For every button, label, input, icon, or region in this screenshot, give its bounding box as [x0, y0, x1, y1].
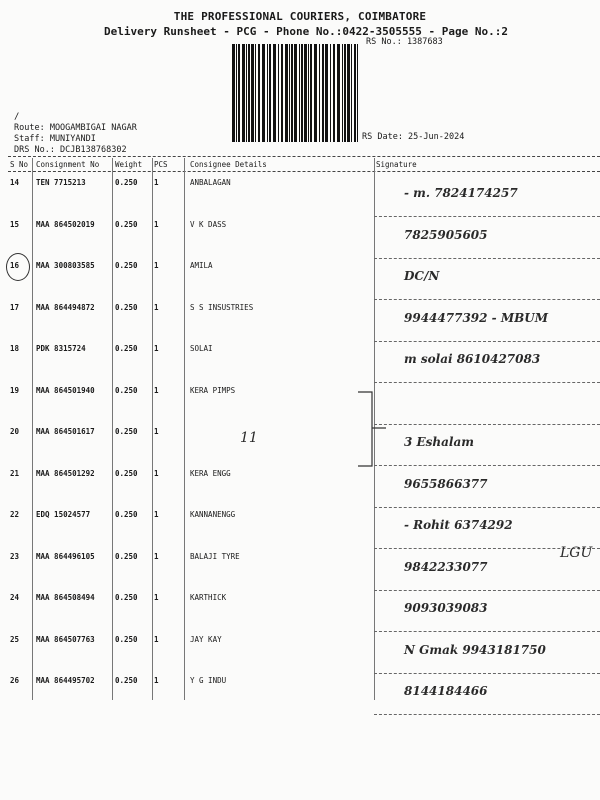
row-weight: 0.250: [115, 551, 138, 561]
row-consignee: JAY KAY: [190, 634, 222, 644]
row-pcs: 1: [154, 261, 159, 270]
drs-number: DRS No.: DCJB138768302: [14, 145, 127, 155]
row-consignee: KERA PIMPS: [190, 385, 236, 395]
col-pcs: PCS: [154, 160, 168, 169]
row-signature: 9842233077: [404, 559, 488, 574]
table-row: [8, 220, 600, 262]
signature-rule: [374, 590, 600, 591]
rs-number: RS No.: 1387683: [366, 37, 443, 47]
row-consignee: S S INSUSTRIES: [190, 302, 254, 312]
signature-note: LGU: [560, 545, 593, 561]
row-weight: 0.250: [115, 468, 138, 478]
row-sno: 21: [10, 468, 20, 478]
signature-rule: [374, 673, 600, 674]
col-consignee: Consignee Details: [190, 160, 267, 169]
row-pcs: 1: [154, 385, 159, 395]
col-consignment: Consignment No: [36, 160, 100, 169]
row-signature: 7825905605: [404, 227, 488, 242]
row-consignee: BALAJI TYRE: [190, 551, 240, 561]
row-weight: 0.250: [115, 593, 138, 602]
row-sno: 14: [10, 178, 20, 187]
row-pcs: 1: [154, 551, 159, 561]
signature-rule: [374, 341, 600, 342]
row-consignee: KARTHICK: [190, 593, 227, 602]
table-row: [8, 261, 600, 303]
row-signature: DC/N: [404, 269, 440, 283]
margin-tick: /: [14, 112, 20, 122]
row-weight: 0.250: [115, 676, 138, 685]
row-consignee: SOLAI: [190, 344, 213, 353]
row-consignment: MAA 864496105: [36, 551, 95, 561]
row-consignment: MAA 864501940: [36, 385, 95, 395]
signature-rule: [374, 424, 600, 425]
table-row: [8, 510, 600, 552]
staff-label: Staff: MUNIYANDI: [14, 134, 96, 144]
col-signature: Signature: [376, 160, 417, 169]
row-consignment: MAA 864494872: [36, 302, 95, 312]
bracket-mark: [350, 390, 390, 470]
table-row: [8, 469, 600, 511]
col-sno: S No: [10, 160, 29, 169]
row-sno: 22: [10, 510, 20, 519]
signature-rule: [374, 465, 600, 466]
row-sno: 18: [10, 344, 20, 353]
row-consignment: MAA 864501292: [36, 468, 95, 478]
col-weight: Weight: [115, 160, 143, 169]
row-sno: 25: [10, 634, 20, 644]
row-pcs: 1: [154, 344, 159, 353]
row-signature: N Gmak 9943181750: [404, 642, 546, 657]
row-weight: 0.250: [115, 634, 138, 644]
table-row: [8, 427, 600, 469]
row-consignee: KERA ENGG: [190, 468, 231, 478]
row-consignee: V K DASS: [190, 219, 227, 229]
row-pcs: 1: [154, 219, 159, 229]
row-sno: 17: [10, 302, 20, 312]
row-signature: 8144184466: [404, 684, 488, 698]
row-consignment: MAA 300803585: [36, 261, 95, 270]
row-weight: 0.250: [115, 344, 138, 353]
row-consignment: TEN 7715213: [36, 178, 86, 187]
runsheet-subtitle: Delivery Runsheet - PCG - Phone No.:0422-3505555 - Page No.:2: [104, 25, 508, 38]
row-pcs: 1: [154, 676, 159, 685]
row-weight: 0.250: [115, 510, 138, 519]
barcode: [232, 44, 358, 142]
margin-mark: 11: [240, 430, 258, 446]
table-row: [8, 676, 600, 718]
row-sno: 24: [10, 593, 20, 602]
signature-rule: [374, 714, 600, 715]
row-sno: 26: [10, 676, 20, 685]
signature-rule: [374, 382, 600, 383]
signature-rule: [374, 631, 600, 632]
row-consignee: Y G INDU: [190, 676, 227, 685]
row-signature: 9655866377: [404, 476, 488, 491]
row-weight: 0.250: [115, 178, 138, 187]
route-label: Route: MOOGAMBIGAI NAGAR: [14, 123, 137, 133]
rs-date: RS Date: 25-Jun-2024: [362, 132, 465, 142]
row-pcs: 1: [154, 468, 159, 478]
table-row: [8, 386, 600, 428]
row-weight: 0.250: [115, 427, 138, 436]
row-pcs: 1: [154, 593, 159, 602]
table-row: [8, 552, 600, 594]
table-row: [8, 303, 600, 345]
row-consignment: MAA 864502019: [36, 219, 95, 229]
row-consignment: MAA 864501617: [36, 427, 95, 436]
circled-entry-mark: [6, 253, 30, 281]
header-rule-top: [8, 156, 600, 157]
signature-rule: [374, 299, 600, 300]
row-weight: 0.250: [115, 261, 138, 270]
row-consignment: MAA 864495702: [36, 676, 95, 685]
row-pcs: 1: [154, 634, 159, 644]
row-consignee: KANNANENGG: [190, 510, 236, 519]
table-row: [8, 344, 600, 386]
table-row: [8, 635, 600, 677]
row-sno: 15: [10, 219, 20, 229]
row-pcs: 1: [154, 510, 159, 519]
row-consignment: MAA 864507763: [36, 634, 95, 644]
row-signature: 9093039083: [404, 601, 488, 615]
row-pcs: 1: [154, 178, 159, 187]
signature-rule: [374, 507, 600, 508]
row-sno: 16: [10, 261, 20, 270]
row-signature: 9944477392 - MBUM: [404, 310, 549, 325]
row-consignment: MAA 864508494: [36, 593, 95, 602]
row-pcs: 1: [154, 427, 159, 436]
row-consignment: EDQ 15024577: [36, 510, 91, 519]
row-signature: 3 Eshalam: [404, 435, 474, 449]
row-sno: 23: [10, 551, 20, 561]
table-row: [8, 593, 600, 635]
row-consignee: AMILA: [190, 261, 213, 270]
row-sno: 19: [10, 385, 20, 395]
row-weight: 0.250: [115, 219, 138, 229]
row-weight: 0.250: [115, 385, 138, 395]
table-row: [8, 178, 600, 220]
header-rule-bottom: [8, 171, 600, 172]
row-sno: 20: [10, 427, 20, 436]
row-weight: 0.250: [115, 302, 138, 312]
row-consignee: ANBALAGAN: [190, 178, 231, 187]
row-signature: m solai 8610427083: [404, 352, 541, 366]
signature-rule: [374, 216, 600, 217]
row-signature: - m. 7824174257: [404, 186, 518, 200]
row-signature: - Rohit 6374292: [404, 518, 513, 532]
runsheet-title: THE PROFESSIONAL COURIERS, COIMBATORE: [173, 10, 427, 23]
row-pcs: 1: [154, 302, 159, 312]
row-consignment: PDK 8315724: [36, 344, 86, 353]
signature-rule: [374, 258, 600, 259]
table-header: [8, 160, 600, 171]
